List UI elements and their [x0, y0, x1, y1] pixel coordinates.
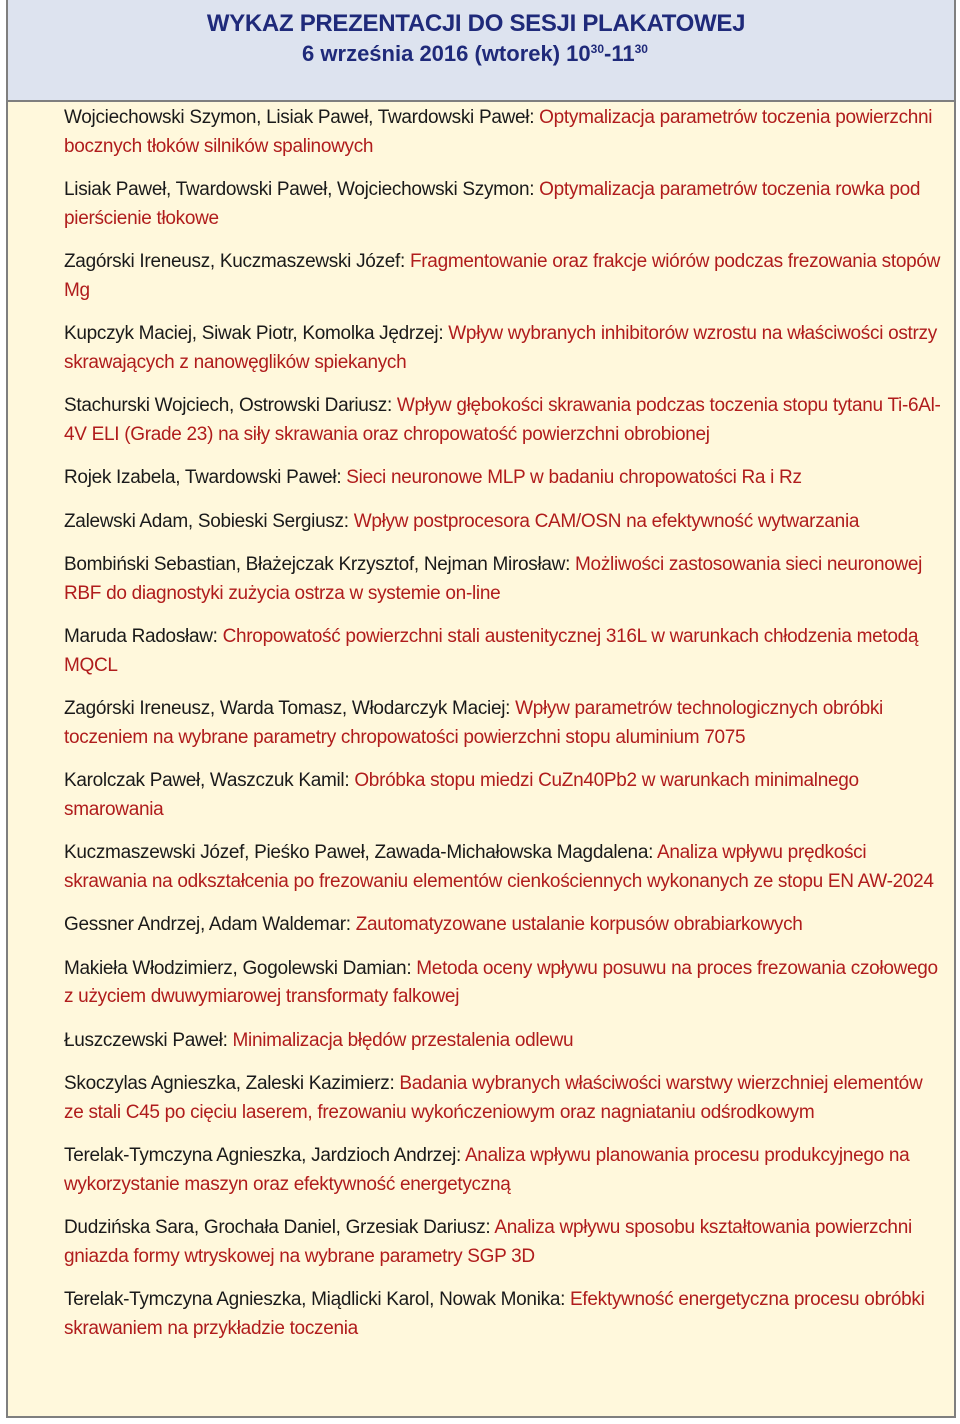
presentation-entry: [64, 839, 946, 896]
presentation-title: Wpływ wybranych inhibitorów wzrostu na właściwości ostrzy skrawających z nanowęglików spiekanych: [64, 323, 937, 373]
session-time-start-minutes: 30: [590, 42, 604, 56]
presentation-title: Analiza wpływu prędkości skrawania na odkształcenia po frezowaniu elementów cienkościennych wykonanych ze stopu EN AW-2024: [64, 842, 934, 892]
presentation-authors: Kupczyk Maciej, Siwak Piotr, Komolka Jędrzej:: [64, 323, 449, 344]
presentation-list: [64, 104, 946, 1358]
presentation-entry: [64, 1070, 946, 1127]
presentation-entry: [64, 1286, 946, 1343]
presentation-authors: Makieła Włodzimierz, Gogolewski Damian:: [64, 957, 417, 979]
page-title: WYKAZ PREZENTACJI DO SESJI PLAKATOWEJ: [206, 10, 746, 37]
presentation-title: Sieci neuronowe MLP w badaniu chropowatości Ra i Rz: [346, 467, 802, 488]
presentation-title: Analiza wpływu planowania procesu produkcyjnego na wykorzystanie maszyn oraz efektywność energetyczną: [64, 1145, 910, 1195]
presentation-authors: Rojek Izabela, Twardowski Paweł:: [64, 467, 347, 488]
presentation-title: Wpływ parametrów technologicznych obróbki toczeniem na wybrane parametry chropowatości powierzchni stopu aluminium 7075: [64, 698, 883, 748]
presentation-entry: [64, 104, 946, 161]
presentation-authors: Gessner Andrzej, Adam Waldemar:: [64, 914, 356, 935]
presentation-authors: Łuszczewski Paweł:: [64, 1029, 233, 1051]
presentation-title: Chropowatość powierzchni stali austenitycznej 316L w warunkach chłodzenia metodą MQCL: [64, 626, 919, 676]
presentation-title: Obróbka stopu miedzi CuZn40Pb2 w warunkach minimalnego smarowania: [64, 770, 859, 820]
presentation-entry: [64, 248, 946, 305]
presentation-title: Wpływ postprocesora CAM/OSN na efektywność wytwarzania: [353, 510, 860, 532]
presentation-entry: [64, 176, 946, 233]
session-date-text: 6 września 2016 (wtorek) 10: [302, 41, 591, 66]
presentation-title: Optymalizacja parametrów toczenia powierzchni bocznych tłoków silników spalinowych: [64, 107, 933, 157]
presentation-title: Metoda oceny wpływu posuwu na proces frezowania czołowego z użyciem dwuwymiarowej transformaty falkowej: [64, 957, 938, 1007]
presentation-authors: Dudzińska Sara, Grochała Daniel, Grzesiak Dariusz:: [64, 1217, 495, 1238]
presentation-title: Badania wybranych właściwości warstwy wierzchniej elementów ze stali C45 po cięciu laserem, frezowaniu wykończeniowym oraz nagniataniu odśrodkowym: [64, 1073, 923, 1123]
presentation-authors: Stachurski Wojciech, Ostrowski Dariusz:: [64, 395, 397, 416]
presentation-title: Optymalizacja parametrów toczenia rowka pod pierścienie tłokowe: [64, 179, 921, 229]
presentation-authors: Zagórski Ireneusz, Warda Tomasz, Włodarczyk Maciej:: [64, 698, 516, 719]
presentation-entry: [64, 392, 946, 449]
presentation-entry: [64, 1027, 946, 1056]
presentation-entry: [64, 320, 946, 377]
presentation-title: Efektywność energetyczna procesu obróbki skrawaniem na przykładzie toczenia: [64, 1289, 925, 1339]
presentation-title: Możliwości zastosowania sieci neuronowej RBF do diagnostyki zużycia ostrza w systemie on-line: [64, 554, 923, 604]
presentation-entry: [64, 695, 946, 752]
poster-session-list-page: [6, 0, 956, 1418]
presentation-authors: Zalewski Adam, Sobieski Sergiusz:: [64, 510, 354, 532]
presentation-entry: [64, 508, 946, 537]
presentation-authors: Kuczmaszewski Józef, Pieśko Paweł, Zawada-Michałowska Magdalena:: [64, 842, 657, 863]
presentation-authors: Wojciechowski Szymon, Lisiak Paweł, Twardowski Paweł:: [64, 107, 540, 128]
presentation-entry: [64, 1142, 946, 1199]
presentation-entry: [64, 1214, 946, 1271]
presentation-title: Wpływ głębokości skrawania podczas toczenia stopu tytanu Ti-6Al-4V ELI (Grade 23) na siły skrawania oraz chropowatość powierzchni obrobionej: [64, 395, 941, 445]
presentation-title: Fragmentowanie oraz frakcje wiórów podczas frezowania stopów Mg: [64, 251, 941, 301]
session-time-end-minutes: 30: [634, 42, 648, 56]
presentation-entry: [64, 955, 946, 1012]
presentation-title: Minimalizacja błędów przestalenia odlewu: [232, 1029, 574, 1051]
session-date: [0, 39, 954, 69]
presentation-authors: Bombiński Sebastian, Błażejczak Krzysztof, Nejman Mirosław:: [64, 554, 576, 575]
page-header: [8, 0, 954, 102]
presentation-entry: [64, 911, 946, 940]
presentation-title: Analiza wpływu sposobu kształtowania powierzchni gniazda formy wtryskowej na wybrane parametry SGP 3D: [64, 1217, 912, 1267]
presentation-authors: Lisiak Paweł, Twardowski Paweł, Wojciechowski Szymon:: [64, 179, 540, 200]
presentation-authors: Terelak-Tymczyna Agnieszka, Jardzioch Andrzej:: [64, 1145, 465, 1166]
presentation-entry: [64, 767, 946, 824]
presentation-entry: [64, 551, 946, 608]
presentation-entry: [64, 623, 946, 680]
session-time-end-hour: -11: [604, 41, 635, 66]
presentation-authors: Maruda Radosław:: [64, 626, 223, 647]
presentation-authors: Terelak-Tymczyna Agnieszka, Miądlicki Karol, Nowak Monika:: [64, 1289, 571, 1310]
presentation-authors: Karolczak Paweł, Waszczuk Kamil:: [64, 770, 355, 791]
presentation-title: Zautomatyzowane ustalanie korpusów obrabiarkowych: [355, 914, 803, 935]
presentation-entry: [64, 464, 946, 493]
presentation-authors: Zagórski Ireneusz, Kuczmaszewski Józef:: [64, 251, 410, 272]
presentation-authors: Skoczylas Agnieszka, Zaleski Kazimierz:: [64, 1073, 400, 1094]
